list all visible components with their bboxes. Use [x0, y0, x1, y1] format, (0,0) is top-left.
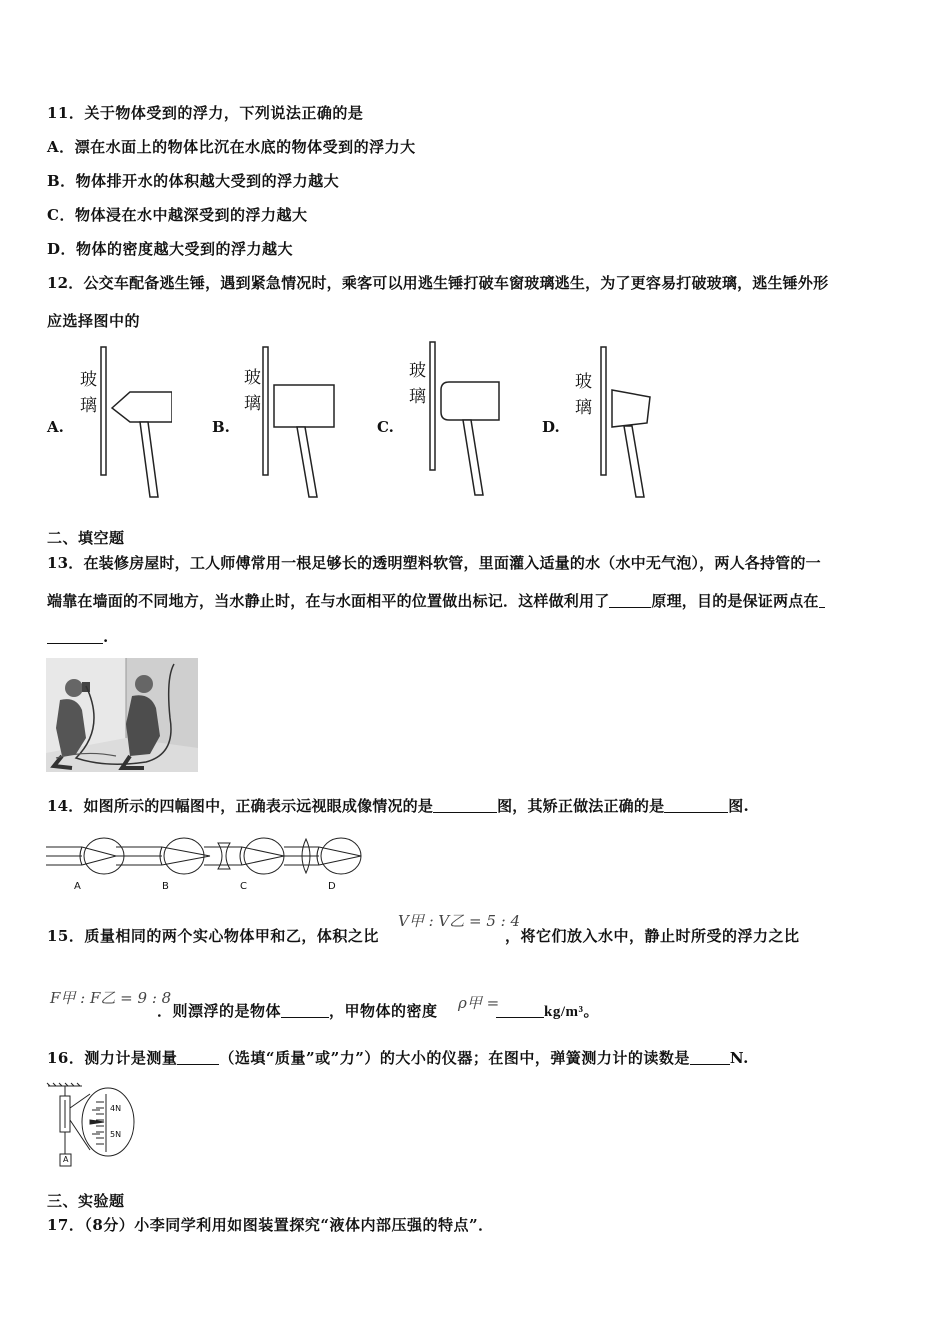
q15-blank-1[interactable]	[281, 1003, 329, 1018]
q16-blank-1[interactable]	[177, 1050, 219, 1065]
q15-rho: ρ甲 =	[458, 994, 500, 1012]
glass-label-c: 玻 璃	[409, 361, 426, 407]
q16-spring-scale	[46, 1082, 146, 1170]
section-2-title: 二、填空题	[47, 529, 125, 547]
section-3-title: 三、实验题	[47, 1192, 125, 1210]
q16-blank-2[interactable]	[690, 1050, 730, 1065]
q12-label-d: D.	[542, 418, 560, 436]
scale-label-4n: 4N	[110, 1104, 122, 1113]
q12-stem-line2: 应选择图中的	[47, 312, 141, 330]
q11-option-b: B．物体排开水的体积越大受到的浮力越大	[47, 172, 340, 190]
eye-label-c: C	[240, 881, 247, 892]
q13-line2: 端靠在墙面的不同地方，当水静止时，在与水面相平的位置做出标记．这样做利用了 原理，目的是保证两点在	[47, 590, 825, 611]
hammer-figure-c	[405, 340, 505, 500]
block-label-a: A	[63, 1155, 69, 1164]
q13-line3: .	[47, 628, 109, 646]
q15-line1-cont: ，将它们放入水中，静止时所受的浮力之比	[505, 927, 800, 945]
hammer-figure-b	[237, 345, 337, 500]
q13-workers-photo	[46, 658, 198, 772]
hammer-figure-d	[570, 345, 670, 500]
q14-blank-2[interactable]	[664, 798, 728, 813]
q12-stem-line1: 12．公交车配备逃生锤，遇到紧急情况时，乘客可以用逃生锤打破车窗玻璃逃生，为了更容易打破玻璃，逃生锤外形	[47, 274, 829, 292]
eye-label-d: D	[328, 881, 336, 892]
eye-label-a: A	[74, 881, 81, 892]
q13-blank-2-start[interactable]	[819, 593, 825, 608]
q12-label-c: C.	[377, 418, 394, 436]
q11-option-a: A．漂在水面上的物体比沉在水底的物体受到的浮力大	[47, 138, 416, 156]
q12-label-a: A.	[47, 418, 64, 436]
q14-text: 14．如图所示的四幅图中，正确表示远视眼成像情况的是 图，其矫正做法正确的是 图.	[47, 797, 749, 815]
q13-blank-1[interactable]	[609, 593, 651, 608]
q15-volume-ratio: V甲 : V乙 = 5 : 4	[398, 912, 521, 930]
q15-blank-2[interactable]	[496, 1003, 544, 1018]
q14-eye-diagrams	[46, 833, 366, 895]
q15-force-ratio: F甲 : F乙 = 9 : 8	[50, 989, 172, 1007]
hammer-figure-a	[72, 345, 172, 500]
q11-stem: 11．关于物体受到的浮力，下列说法正确的是	[47, 104, 364, 122]
q11-option-c: C．物体浸在水中越深受到的浮力越大	[47, 206, 308, 224]
scale-label-5n: 5N	[110, 1130, 122, 1139]
q16-text: 16．测力计是测量 （选填“质量”或”力”）的大小的仪器；在图中，弹簧测力计的读数是 N.	[47, 1049, 749, 1067]
q13-line1: 13．在装修房屋时，工人师傅常用一根足够长的透明塑料软管，里面灌入适量的水（水中无气泡），两人各持管的一	[47, 554, 821, 572]
glass-label-a: 玻 璃	[80, 370, 97, 416]
glass-label-d: 玻 璃	[575, 372, 592, 418]
q17-stem: 17．（8分）小李同学利用如图装置探究“液体内部压强的特点”．	[47, 1216, 494, 1234]
q12-label-b: B.	[212, 418, 230, 436]
q13-blank-2[interactable]	[47, 629, 103, 644]
q14-blank-1[interactable]	[433, 798, 497, 813]
q11-option-d: D．物体的密度越大受到的浮力越大	[47, 240, 294, 258]
q15-line2-end: kg/m³。	[496, 1000, 599, 1021]
q15-line2: ．则漂浮的是物体 ，甲物体的密度	[157, 1002, 438, 1020]
q15-line1: 15．质量相同的两个实心物体甲和乙，体积之比	[47, 927, 379, 945]
glass-label-b: 玻 璃	[244, 368, 261, 414]
eye-label-b: B	[162, 881, 169, 892]
